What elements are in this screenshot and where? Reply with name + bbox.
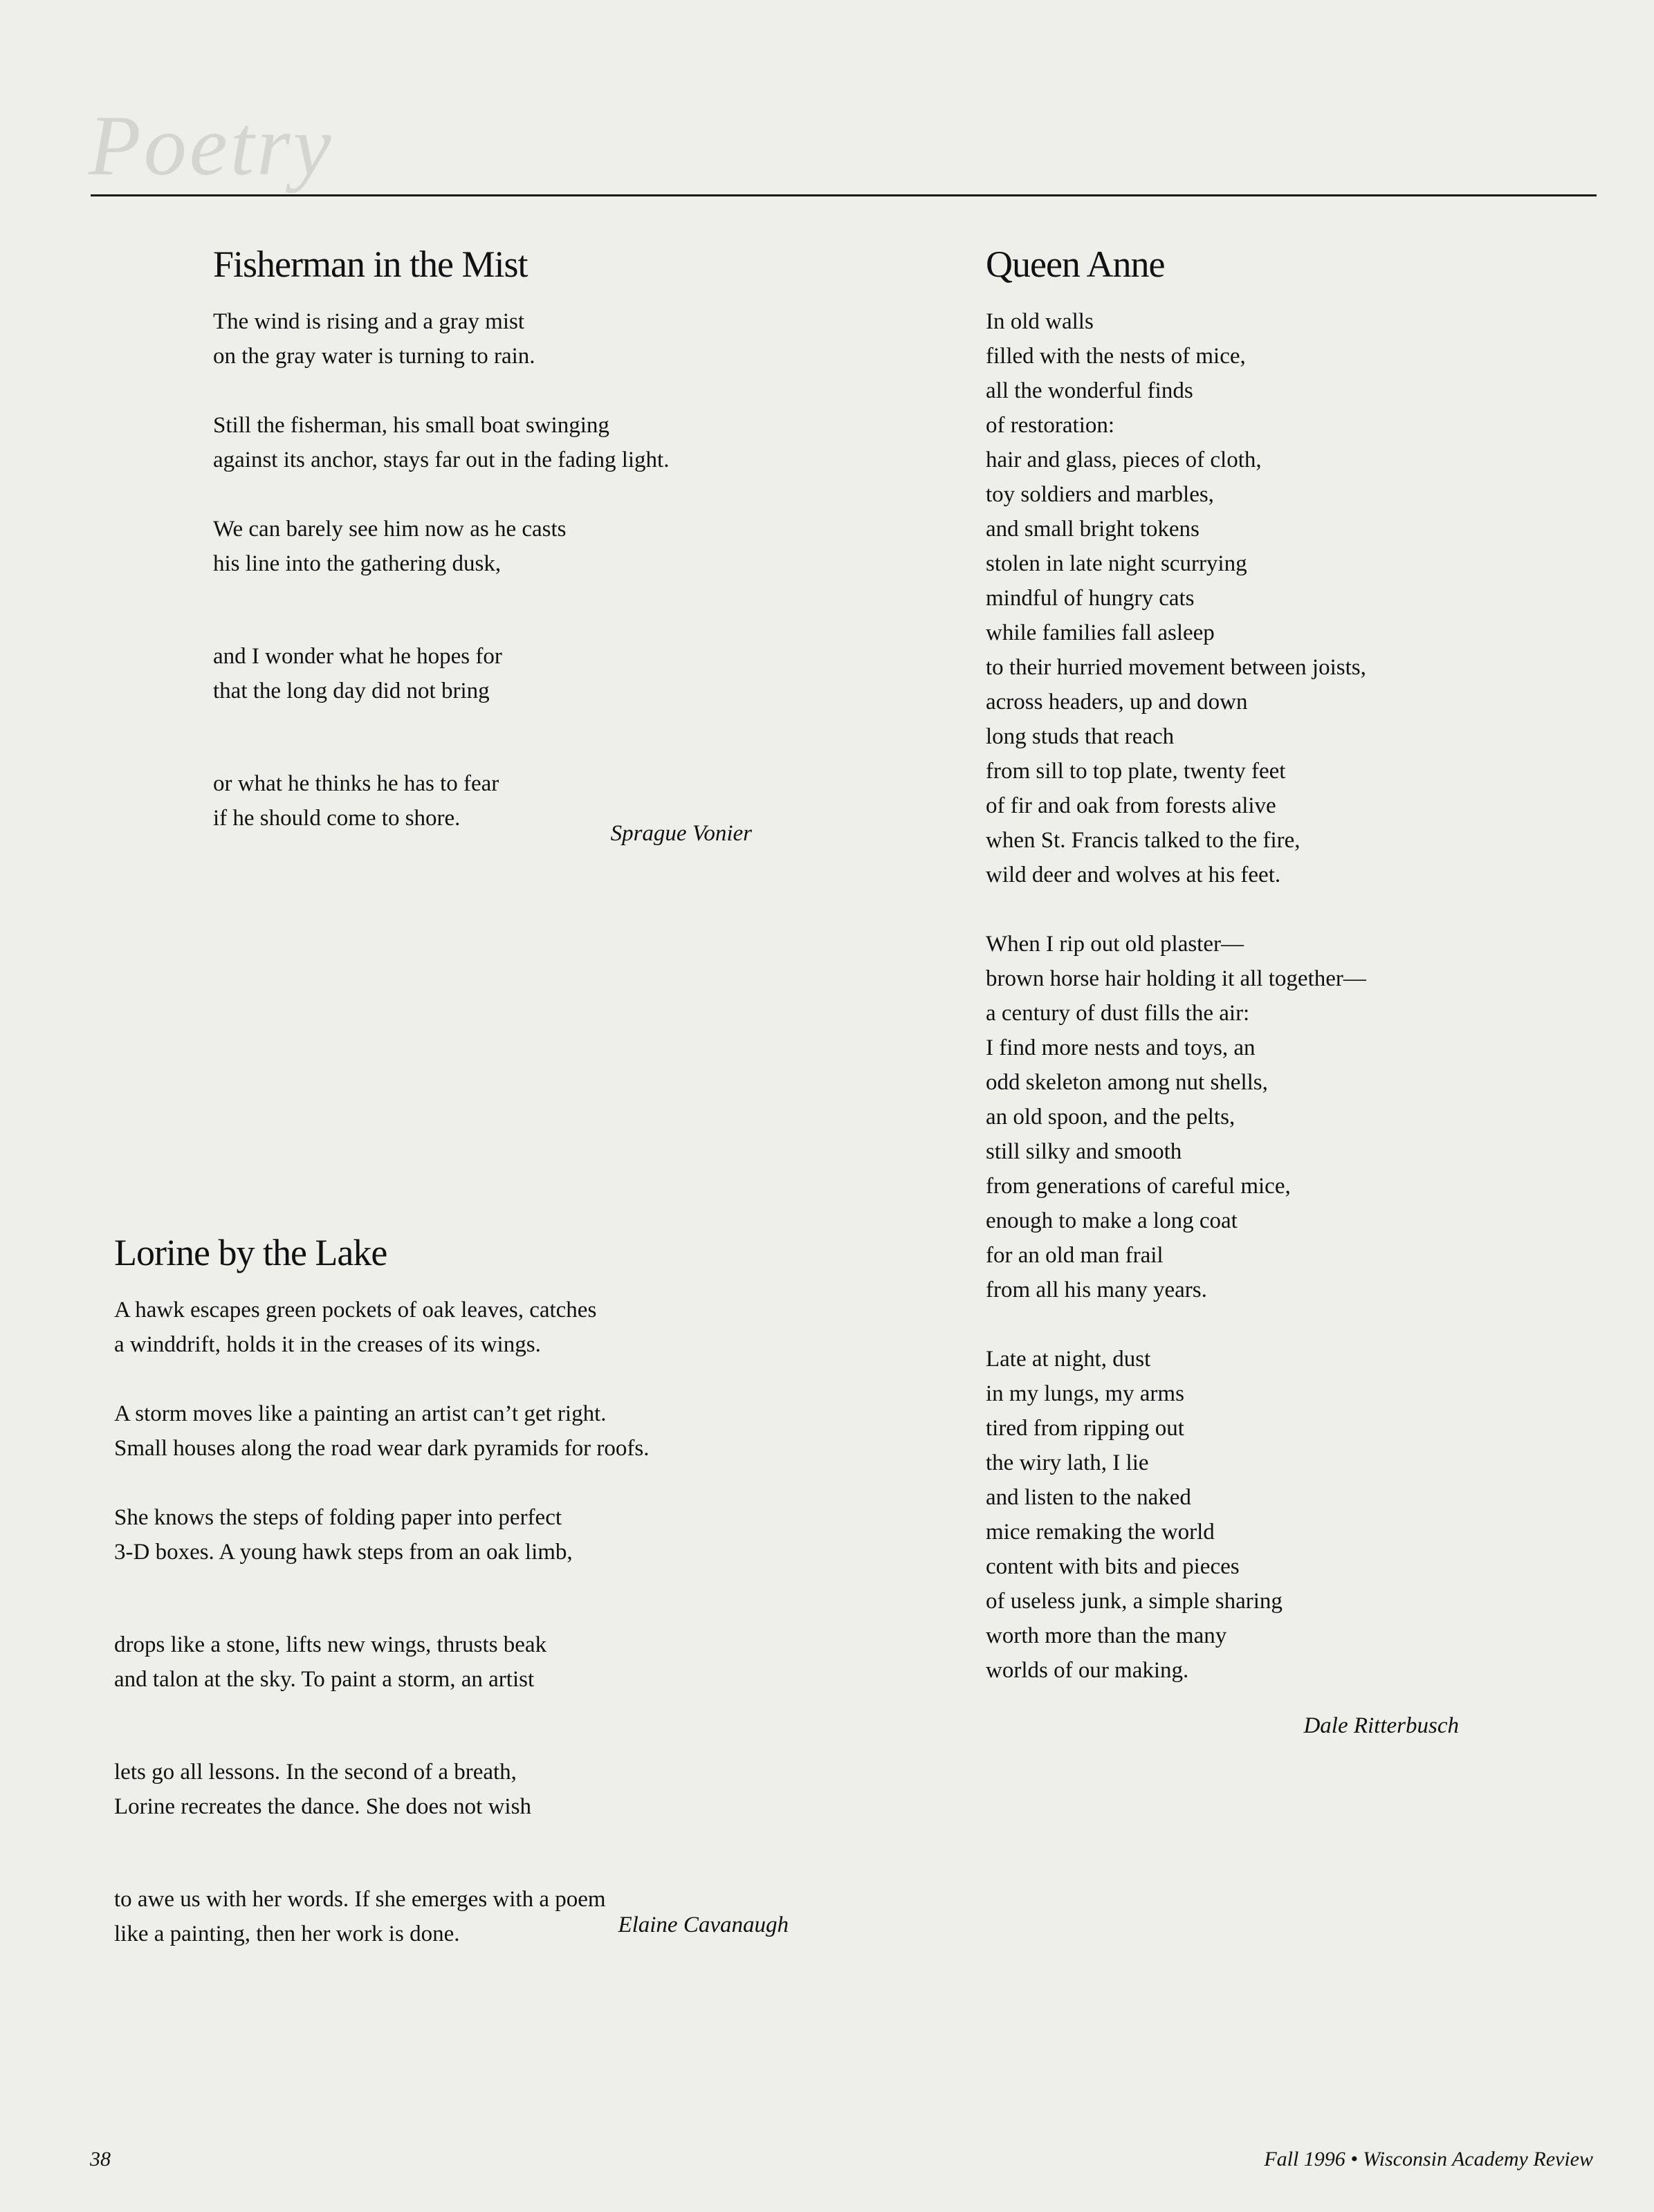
poem-line: against its anchor, stays far out in the fading light.: [213, 448, 670, 473]
poem-line: mindful of hungry cats: [986, 586, 1195, 611]
poem-line: of useless junk, a simple sharing: [986, 1589, 1283, 1614]
poem-line: across headers, up and down: [986, 690, 1248, 715]
poem-line: enough to make a long coat: [986, 1208, 1238, 1234]
poem-line: drops like a stone, lifts new wings, thrusts beak: [114, 1632, 547, 1658]
poem-line: of fir and oak from forests alive: [986, 793, 1276, 819]
stanza: [213, 512, 669, 581]
poem-line: still silky and smooth: [986, 1139, 1182, 1165]
poem-line: when St. Francis talked to the fire,: [986, 828, 1301, 854]
poem-title: Fisherman in the Mist: [213, 243, 528, 285]
poem-title: Lorine by the Lake: [114, 1232, 387, 1273]
poem-line: of restoration:: [986, 413, 1115, 439]
poem-line: filled with the nests of mice,: [986, 344, 1246, 369]
poem-line: long studs that reach: [986, 724, 1175, 750]
poem-line: lets go all lessons. In the second of a breath,: [114, 1760, 517, 1785]
poem-line: and small bright tokens: [986, 517, 1200, 542]
poem-line: to awe us with her words. If she emerges with a poem: [114, 1887, 606, 1913]
poem-line: if he should come to shore.: [213, 806, 461, 831]
poem-line: or what he thinks he has to fear: [213, 771, 499, 797]
poem-line: to their hurried movement between joists,: [986, 655, 1366, 681]
poem-queen-anne: [986, 244, 1366, 1688]
poem-line: hair and glass, pieces of cloth,: [986, 448, 1262, 473]
issue-line: Fall 1996 • Wisconsin Academy Review: [1264, 2148, 1593, 2170]
stanza: [986, 304, 1366, 892]
header-rule: [91, 194, 1597, 196]
author-byline: Dale Ritterbusch: [1303, 1713, 1459, 1738]
poem-line: the wiry lath, I lie: [986, 1450, 1149, 1476]
poem-line: wild deer and wolves at his feet.: [986, 863, 1281, 888]
stanza: [114, 1293, 649, 1362]
stanza: [213, 766, 669, 836]
poem-line: A hawk escapes green pockets of oak leaves, catches: [114, 1298, 597, 1323]
stanza: [213, 408, 669, 477]
poem-line: like a painting, then her work is done.: [114, 1921, 460, 1947]
stanza: [114, 1628, 649, 1697]
poem-line: The wind is rising and a gray mist: [213, 309, 525, 335]
poem-line: A storm moves like a painting an artist can’t get right.: [114, 1401, 607, 1427]
poem-line: I find more nests and toys, an: [986, 1035, 1256, 1061]
poem-line: 3-D boxes. A young hawk steps from an oak limb,: [114, 1540, 573, 1565]
poem-line: a century of dust fills the air:: [986, 1001, 1250, 1026]
poem-line: in my lungs, my arms: [986, 1381, 1184, 1407]
poem-fisherman-in-the-mist: [213, 244, 669, 836]
poem-lorine-by-the-lake: [114, 1233, 649, 1951]
stanza: [213, 304, 669, 374]
poem-line: Small houses along the road wear dark pyramids for roofs.: [114, 1436, 650, 1462]
poem-line: an old spoon, and the pelts,: [986, 1105, 1235, 1130]
poem-line: for an old man frail: [986, 1243, 1164, 1269]
stanza: [986, 927, 1366, 1307]
stanza: [213, 639, 669, 708]
poem-line: We can barely see him now as he casts: [213, 517, 567, 542]
author-byline: Elaine Cavanaugh: [618, 1913, 789, 1937]
poem-line: his line into the gathering dusk,: [213, 551, 502, 577]
poem-line: Late at night, dust: [986, 1347, 1151, 1372]
poem-line: and I wonder what he hopes for: [213, 644, 502, 670]
poem-line: In old walls: [986, 309, 1094, 335]
poem-line: odd skeleton among nut shells,: [986, 1070, 1268, 1096]
poem-line: all the wonderful finds: [986, 378, 1193, 404]
poem-line: that the long day did not bring: [213, 679, 490, 704]
poem-line: Still the fisherman, his small boat swinging: [213, 413, 609, 439]
poem-title: Queen Anne: [986, 243, 1165, 285]
poem-line: while families fall asleep: [986, 620, 1215, 646]
poem-line: worth more than the many: [986, 1623, 1227, 1649]
section-heading: Poetry: [89, 98, 334, 193]
stanza: [114, 1500, 649, 1569]
page-number: 38: [90, 2148, 111, 2170]
poem-line: toy soldiers and marbles,: [986, 482, 1214, 508]
poem-line: content with bits and pieces: [986, 1554, 1240, 1580]
poem-line: on the gray water is turning to rain.: [213, 344, 535, 369]
poem-line: tired from ripping out: [986, 1416, 1184, 1441]
poem-line: and listen to the naked: [986, 1485, 1191, 1511]
poem-line: a winddrift, holds it in the creases of its wings.: [114, 1332, 541, 1358]
poem-line: from generations of careful mice,: [986, 1174, 1291, 1199]
poem-line: worlds of our making.: [986, 1658, 1189, 1684]
stanza: [114, 1882, 649, 1951]
stanza: [114, 1397, 649, 1466]
poem-line: stolen in late night scurrying: [986, 551, 1247, 577]
poem-line: from all his many years.: [986, 1278, 1207, 1303]
poem-line: Lorine recreates the dance. She does not wish: [114, 1794, 531, 1820]
poem-line: She knows the steps of folding paper into perfect: [114, 1505, 562, 1531]
poem-line: mice remaking the world: [986, 1520, 1215, 1545]
poem-line: from sill to top plate, twenty feet: [986, 759, 1286, 784]
poem-line: brown horse hair holding it all together—: [986, 966, 1366, 992]
stanza: [986, 1342, 1366, 1688]
poem-line: and talon at the sky. To paint a storm, an artist: [114, 1667, 535, 1693]
stanza: [114, 1755, 649, 1824]
poem-line: When I rip out old plaster—: [986, 932, 1244, 957]
author-byline: Sprague Vonier: [610, 821, 752, 846]
